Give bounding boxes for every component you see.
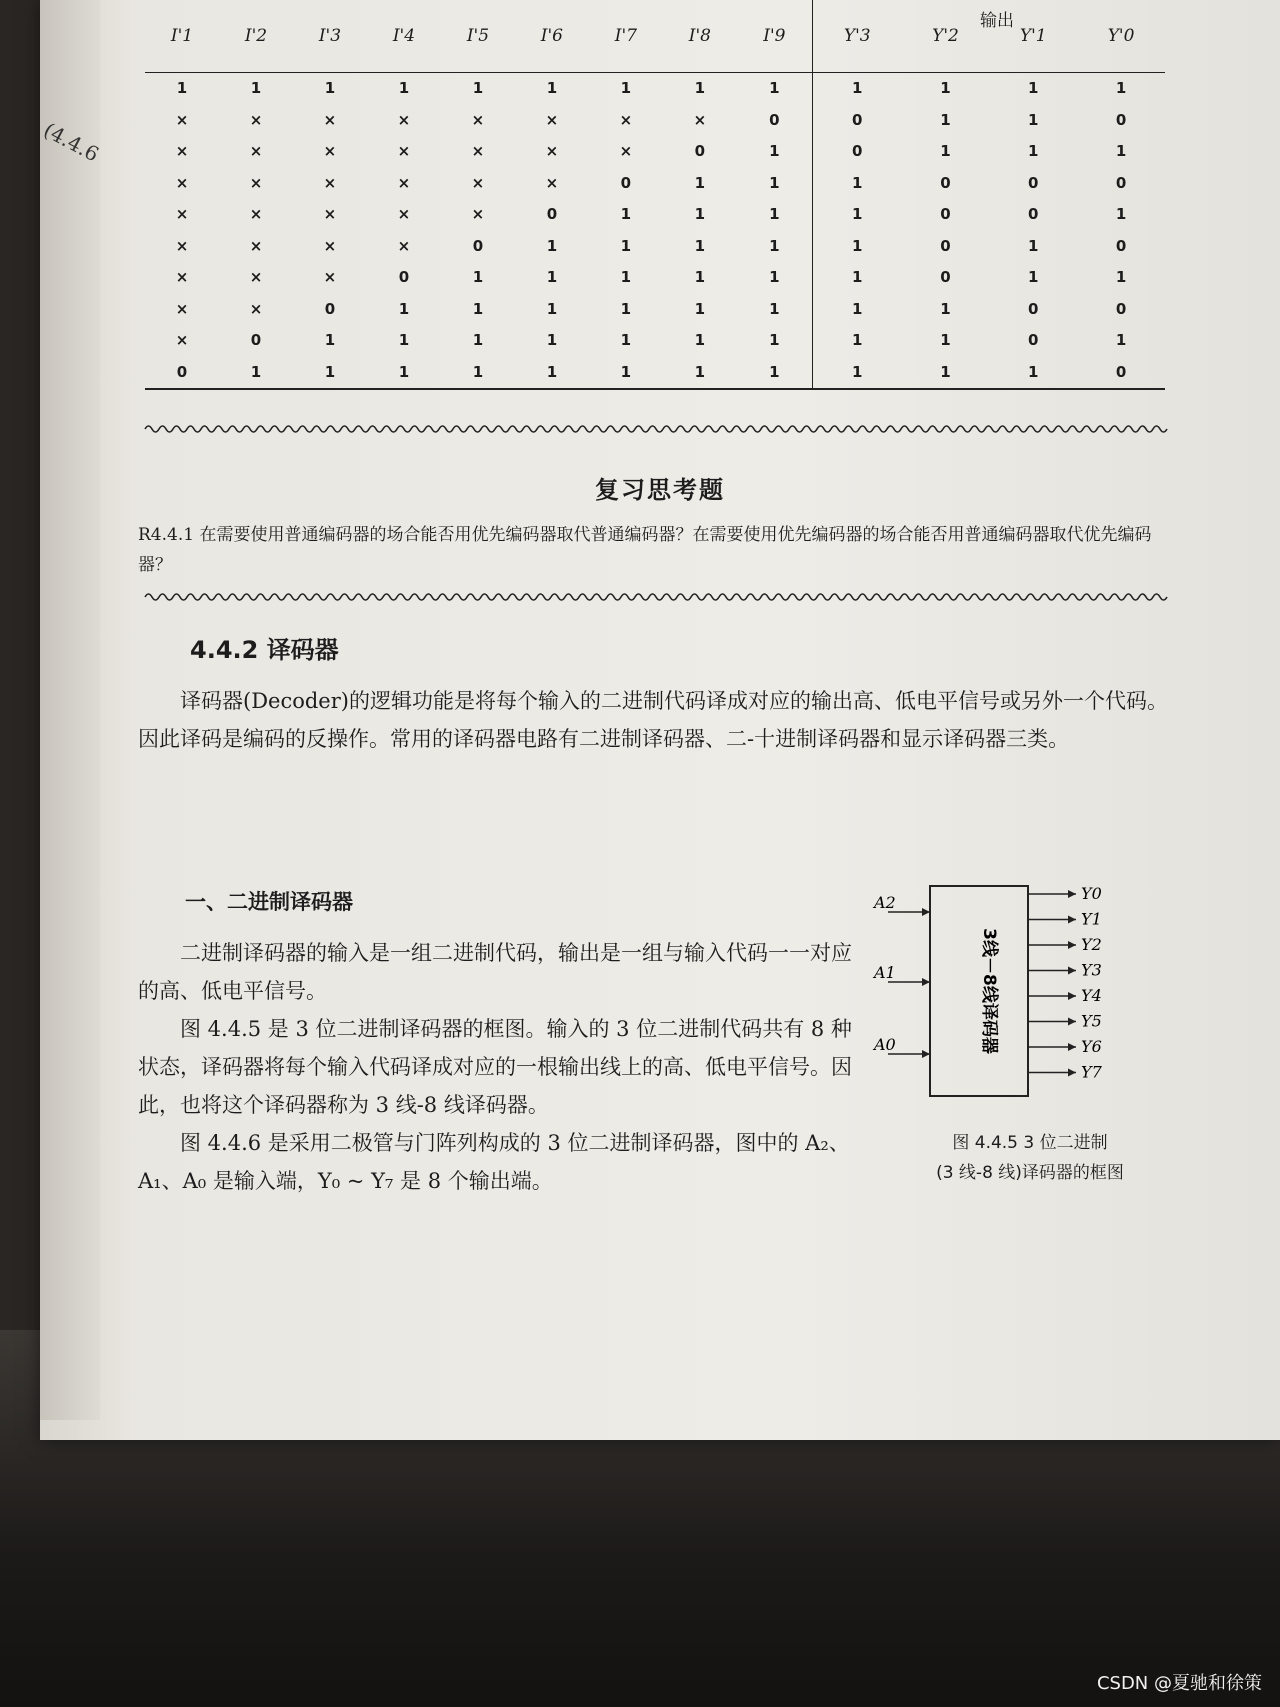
table-cell: × — [249, 110, 263, 129]
arrow-icon — [1068, 1043, 1076, 1051]
table-cell: × — [323, 142, 337, 161]
arrow-icon — [1068, 992, 1076, 1000]
table-cell: 1 — [812, 72, 901, 104]
truth-table — [145, 0, 1165, 390]
table-cell: × — [249, 299, 263, 318]
table-cell: 1 — [589, 356, 663, 389]
arrow-icon — [922, 1050, 930, 1058]
arrow-icon — [1068, 1018, 1076, 1026]
col-header: Y'1 — [989, 0, 1077, 72]
table-cell: × — [545, 142, 559, 161]
table-cell: 1 — [324, 331, 336, 350]
table-cell: 1 — [620, 331, 632, 350]
table-cell: 1 — [1028, 236, 1039, 255]
table-cell: 0 — [1028, 205, 1039, 224]
table-cell: 1 — [812, 262, 901, 294]
table-cell: 0 — [324, 299, 336, 318]
table-cell: × — [249, 236, 263, 255]
table-cell: 1 — [663, 356, 737, 389]
paragraph: 图 4.4.6 是采用二极管与门阵列构成的 3 位二进制译码器，图中的 A₂、A₁、A₀ 是输入端，Y₀ ~ Y₇ 是 8 个输出端。 — [138, 1131, 850, 1193]
table-cell: 1 — [324, 79, 336, 98]
output-label: Y0 — [1081, 884, 1102, 903]
book-page — [40, 0, 1280, 1440]
table-cell: 1 — [441, 356, 515, 389]
table-cell: 1 — [293, 356, 367, 389]
table-cell: 1 — [694, 299, 706, 318]
col-header: I'6 — [515, 0, 589, 72]
input-label: A2 — [874, 893, 896, 912]
table-cell: 1 — [694, 205, 706, 224]
decoder-box-label: 3线－8线译码器 — [979, 928, 999, 1054]
col-header: I'3 — [293, 0, 367, 72]
table-cell: × — [249, 268, 263, 287]
table-cell: 1 — [472, 331, 484, 350]
table-cell: × — [175, 331, 189, 350]
arrow-icon — [922, 978, 930, 986]
table-cell: 1 — [1115, 205, 1127, 224]
table-cell: 1 — [546, 331, 558, 350]
table-cell: 1 — [250, 79, 262, 98]
table-cell: 1 — [472, 79, 484, 98]
table-cell: 1 — [398, 331, 410, 350]
table-cell: 1 — [812, 230, 901, 262]
table-cell: 1 — [515, 356, 589, 389]
table-cell: 1 — [769, 331, 780, 350]
table-row — [145, 262, 1165, 294]
figure-caption-line1: 图 4.4.5 3 位二进制 — [952, 1133, 1108, 1153]
table-cell: 0 — [1028, 299, 1039, 318]
table-cell: × — [249, 173, 263, 192]
table-row — [145, 293, 1165, 325]
table-cell: 1 — [546, 236, 558, 255]
table-cell: 1 — [398, 299, 410, 318]
table-cell: × — [175, 299, 189, 318]
arrow-icon — [1068, 1069, 1076, 1077]
col-header: I'8 — [663, 0, 737, 72]
table-cell: × — [471, 205, 485, 224]
watermark: CSDN @夏驰和徐策 — [1096, 1673, 1262, 1694]
table-cell: 1 — [694, 236, 706, 255]
table-cell: 1 — [620, 299, 632, 318]
table-cell: 1 — [812, 199, 901, 231]
table-cell: 1 — [546, 268, 558, 287]
col-header: I'4 — [367, 0, 441, 72]
table-cell: 1 — [769, 205, 780, 224]
figure-caption-line2: (3 线-8 线)译码器的框图 — [936, 1163, 1124, 1183]
table-cell: 1 — [1115, 142, 1127, 161]
input-label: A1 — [874, 963, 896, 982]
review-question: R4.4.1 在需要使用普通编码器的场合能否用优先编码器取代普通编码器？在需要使用优先编码器的场合能否用普通编码器取代优先编码器？ — [138, 525, 1152, 575]
table-row — [145, 356, 1165, 389]
paragraph: 二进制译码器的输入是一组二进制代码，输出是一组与输入代码一一对应的高、低电平信号。 — [138, 941, 852, 1003]
table-cell: 1 — [769, 79, 780, 98]
table-cell: 1 — [940, 110, 951, 129]
subsection-heading: 一、二进制译码器 — [185, 890, 353, 914]
table-cell: 0 — [398, 268, 410, 287]
table-cell: 0 — [940, 173, 951, 192]
wavy-divider-top — [145, 422, 1165, 436]
table-cell: 1 — [989, 356, 1077, 389]
table-cell: 1 — [367, 356, 441, 389]
review-title: 复习思考题 — [595, 476, 725, 504]
table-cell: × — [175, 236, 189, 255]
equation-ref: (4.4.6 — [39, 117, 103, 167]
table-cell: 1 — [176, 79, 188, 98]
body-text — [138, 934, 858, 1200]
table-cell: 0 — [250, 331, 262, 350]
table-cell: 1 — [737, 356, 813, 389]
table-cell: 0 — [546, 205, 558, 224]
decoder-block-diagram — [874, 880, 1160, 1130]
table-row — [145, 104, 1165, 136]
table-cell: 1 — [902, 356, 990, 389]
table-cell: × — [175, 205, 189, 224]
arrow-icon — [1068, 941, 1076, 949]
table-cell: × — [545, 173, 559, 192]
table-cell: 0 — [1028, 331, 1039, 350]
table-cell: 1 — [769, 268, 780, 287]
table-cell: × — [323, 236, 337, 255]
table-cell: 1 — [1028, 79, 1039, 98]
table-cell: 1 — [472, 268, 484, 287]
table-cell: 1 — [1028, 110, 1039, 129]
table-row — [145, 325, 1165, 357]
table-cell: × — [619, 142, 633, 161]
table-cell: 1 — [1028, 268, 1039, 287]
table-cell: 1 — [620, 268, 632, 287]
output-label: Y3 — [1081, 960, 1102, 980]
table-cell: × — [471, 110, 485, 129]
table-cell: × — [175, 110, 189, 129]
table-cell: 1 — [546, 79, 558, 98]
table-row — [145, 136, 1165, 168]
table-cell: 1 — [940, 331, 951, 350]
col-header: I'1 — [145, 0, 219, 72]
table-cell: 1 — [219, 356, 293, 389]
table-cell: × — [323, 110, 337, 129]
table-cell: 0 — [1115, 299, 1127, 318]
table-cell: 1 — [769, 299, 780, 318]
section-intro: 译码器(Decoder)的逻辑功能是将每个输入的二进制代码译成对应的输出高、低电平信号或另外一个代码。因此译码是编码的反操作。常用的译码器电路有二进制译码器、二-十进制译码器和显示译码器三类。 — [138, 689, 1168, 751]
table-cell: 1 — [769, 236, 780, 255]
col-header: I'7 — [589, 0, 663, 72]
table-cell: 1 — [694, 268, 706, 287]
table-cell: 1 — [1115, 331, 1127, 350]
table-cell: × — [175, 142, 189, 161]
col-header: Y'2 — [902, 0, 990, 72]
table-cell: × — [619, 110, 633, 129]
table-cell: × — [323, 173, 337, 192]
table-cell: × — [323, 205, 337, 224]
table-cell: 1 — [940, 142, 951, 161]
table-cell: 0 — [1115, 236, 1127, 255]
table-cell: 1 — [1115, 79, 1127, 98]
table-cell: 0 — [1115, 173, 1127, 192]
table-row — [145, 230, 1165, 262]
table-cell: 0 — [812, 136, 901, 168]
table-cell: 1 — [812, 293, 901, 325]
table-cell: 0 — [1077, 356, 1165, 389]
table-cell: 1 — [620, 205, 632, 224]
table-row — [145, 167, 1165, 199]
table-cell: 1 — [620, 236, 632, 255]
table-cell: × — [471, 142, 485, 161]
table-cell: 1 — [694, 79, 706, 98]
table-cell: 1 — [769, 142, 780, 161]
table-cell: 0 — [812, 104, 901, 136]
table-cell: 1 — [694, 331, 706, 350]
table-cell: 0 — [1115, 110, 1127, 129]
output-label: Y5 — [1081, 1011, 1102, 1031]
col-header: I'2 — [219, 0, 293, 72]
table-cell: 1 — [398, 79, 410, 98]
output-label: Y2 — [1081, 935, 1102, 954]
output-label: Y7 — [1081, 1062, 1102, 1082]
table-cell: × — [175, 173, 189, 192]
table-cell: × — [693, 110, 707, 129]
col-header: I'9 — [737, 0, 813, 72]
table-cell: 0 — [620, 173, 632, 192]
table-cell: × — [397, 173, 411, 192]
table-cell: 1 — [812, 356, 901, 389]
output-group-label: 输出 — [980, 11, 1014, 31]
arrow-icon — [1068, 967, 1076, 975]
input-label: A0 — [874, 1035, 896, 1054]
table-cell: 1 — [694, 173, 706, 192]
table-cell: × — [545, 110, 559, 129]
table-cell: 0 — [940, 268, 951, 287]
table-cell: 1 — [812, 167, 901, 199]
table-cell: 0 — [694, 142, 706, 161]
arrow-icon — [1068, 916, 1076, 924]
table-cell: × — [397, 205, 411, 224]
table-cell: 0 — [940, 205, 951, 224]
table-cell: × — [397, 236, 411, 255]
wavy-divider-bottom — [145, 590, 1165, 604]
table-cell: 0 — [145, 356, 219, 389]
table-cell: 1 — [812, 325, 901, 357]
table-cell: 1 — [1115, 268, 1127, 287]
output-label: Y4 — [1081, 986, 1102, 1005]
table-cell: × — [249, 205, 263, 224]
table-cell: × — [397, 110, 411, 129]
table-cell: 0 — [940, 236, 951, 255]
section-heading: 4.4.2 译码器 — [190, 636, 339, 664]
table-cell: 0 — [472, 236, 484, 255]
table-cell: 1 — [472, 299, 484, 318]
paragraph: 图 4.4.5 是 3 位二进制译码器的框图。输入的 3 位二进制代码共有 8 种状态，译码器将每个输入代码译成对应的一根输出线上的高、低电平信号。因此，也将这个译码器称为 3 线-8 线译码器。 — [138, 1017, 852, 1117]
table-cell: 1 — [940, 299, 951, 318]
left-page-edge — [39, 0, 103, 1420]
col-header: I'5 — [441, 0, 515, 72]
table-cell: 0 — [1028, 173, 1039, 192]
table-cell: 0 — [769, 110, 780, 129]
col-header: Y'3 — [812, 0, 901, 72]
table-row — [145, 199, 1165, 231]
table-cell: 1 — [769, 173, 780, 192]
table-cell: × — [471, 173, 485, 192]
table-row — [145, 72, 1165, 104]
decoder-box — [930, 886, 1028, 1096]
table-cell: 1 — [1028, 142, 1039, 161]
col-header: Y'0 — [1077, 0, 1165, 72]
table-cell: 1 — [940, 79, 951, 98]
arrow-icon — [1068, 890, 1076, 898]
table-cell: 1 — [546, 299, 558, 318]
table-cell: × — [249, 142, 263, 161]
table-cell: 1 — [620, 79, 632, 98]
arrow-icon — [922, 908, 930, 916]
figure-caption — [880, 1128, 1180, 1188]
output-label: Y1 — [1081, 909, 1102, 929]
output-label: Y6 — [1081, 1037, 1102, 1056]
table-cell: × — [397, 142, 411, 161]
table-cell: × — [175, 268, 189, 287]
table-cell: × — [323, 268, 337, 287]
